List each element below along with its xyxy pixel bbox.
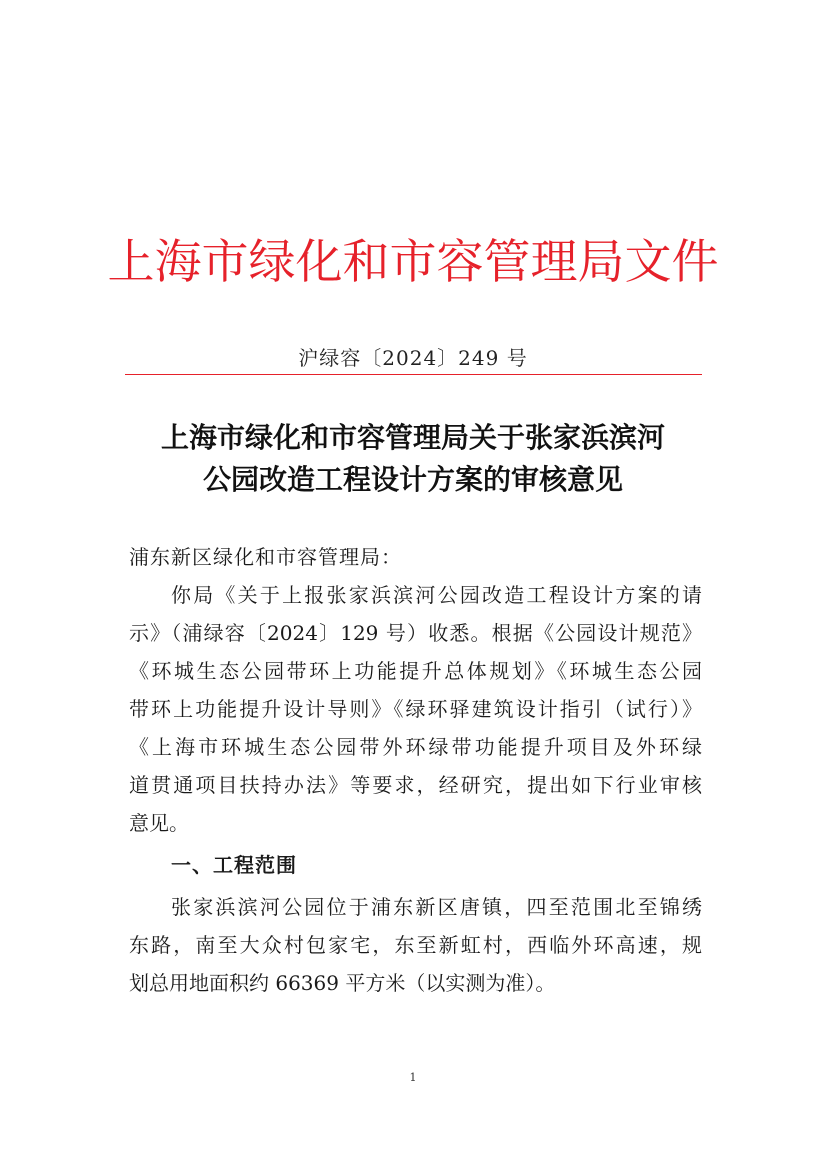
page-number: 1 bbox=[409, 1071, 417, 1084]
paragraph-2-line: 张家浜滨河公园位于浦东新区唐镇，四至范围北至锦绣 bbox=[171, 895, 702, 919]
document-body bbox=[129, 538, 702, 1002]
addressee: 浦东新区绿化和市容管理局： bbox=[129, 545, 402, 569]
document-title-line-2: 公园改造工程设计方案的审核意见 bbox=[202, 463, 623, 496]
issuer-title: 上海市绿化和市容管理局文件 bbox=[107, 235, 719, 290]
paragraph-1-line: 你局《关于上报张家浜滨河公园改造工程设计方案的请 bbox=[171, 583, 702, 607]
paragraph-1-line: 示》（浦绿容〔2024〕129 号）收悉。根据《公园设计规范》 bbox=[129, 621, 702, 645]
paragraph-1-line: 《环城生态公园带环上功能提升总体规划》《环城生态公园 bbox=[129, 659, 702, 683]
paragraph-1-line: 道贯通项目扶持办法》等要求，经研究，提出如下行业审核 bbox=[129, 773, 702, 797]
paragraph-2 bbox=[129, 888, 702, 1002]
document-title bbox=[120, 417, 706, 501]
paragraph-1-line: 意见。 bbox=[129, 811, 189, 835]
paragraph-1 bbox=[129, 576, 702, 842]
section-heading-scope: 一、工程范围 bbox=[171, 853, 297, 877]
red-divider bbox=[125, 374, 702, 375]
paragraph-2-line: 东路，南至大众村包家宅，东至新虹村，西临外环高速，规 bbox=[129, 933, 702, 957]
paragraph-1-line: 《上海市环城生态公园带外环绿带功能提升项目及外环绿 bbox=[129, 735, 702, 759]
document-number: 沪绿容〔2024〕249 号 bbox=[298, 346, 528, 370]
document-title-line-1: 上海市绿化和市容管理局关于张家浜滨河 bbox=[160, 421, 665, 454]
paragraph-1-line: 带环上功能提升设计导则》《绿环驿建筑设计指引（试行）》 bbox=[129, 697, 702, 721]
paragraph-2-line: 划总用地面积约 66369 平方米（以实测为准）。 bbox=[129, 971, 556, 995]
